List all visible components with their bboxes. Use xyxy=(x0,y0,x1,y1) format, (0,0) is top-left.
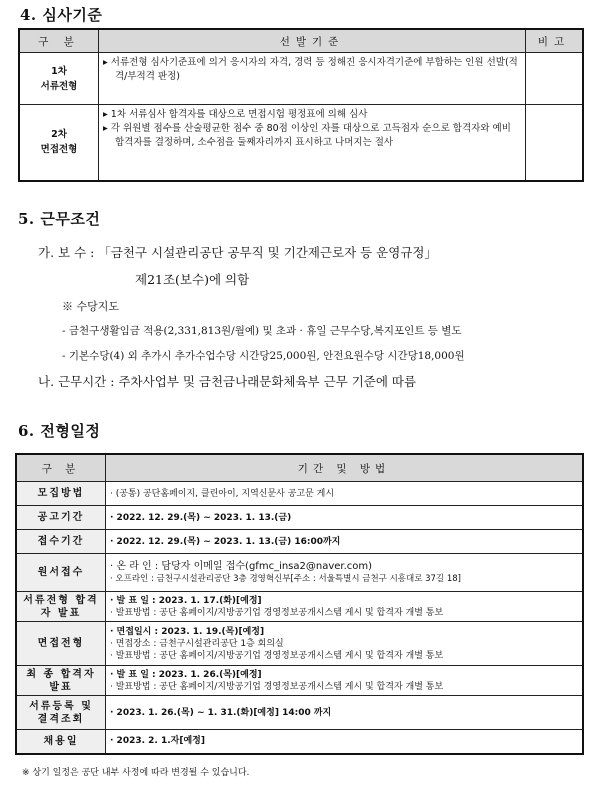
row-label: 1차 서류전형 xyxy=(19,53,99,105)
remarks-cell xyxy=(526,53,584,105)
criteria-cell: ▸ 서류전형 심사기준표에 의거 응시자의 자격, 경력 등 정해진 응시자격기준에 부합하는 인원 선발(적격/부적격 판정) xyxy=(99,53,526,105)
table-row xyxy=(16,530,583,554)
section-6-title: 6. 전형일정 xyxy=(18,422,101,440)
schedule-footnote: ※ 상기 일정은 공단 내부 사정에 따라 변경될 수 있습니다. xyxy=(22,768,250,778)
col-header-category: 구 분 xyxy=(16,454,106,482)
allowance-note-2: - 기본수당(4) 외 추가시 추가수업수당 시간당25,000원, 안전요원수당 시간당18,000원 xyxy=(62,350,465,362)
row-label: 서류전형 합격자 발표 xyxy=(16,592,106,622)
section-5-title: 5. 근무조건 xyxy=(18,210,101,228)
row-label: 공고기간 xyxy=(16,506,106,530)
table-row xyxy=(16,666,583,696)
table-row xyxy=(16,554,583,592)
row-label: 접수기간 xyxy=(16,530,106,554)
table-row xyxy=(19,105,583,181)
work-hours-line: 나. 근무시간 : 주차사업부 및 금천금나래문화체육부 근무 기준에 따름 xyxy=(38,374,417,389)
remarks-cell xyxy=(526,105,584,181)
table-row xyxy=(16,592,583,622)
table-row xyxy=(19,53,583,105)
row-value: · 발 표 일 : 2023. 1. 17.(화)[예정] · 발표방법 : 공단 홈페이지/지방공기업 경영정보공개시스템 게시 및 합격자 개별 통보 xyxy=(106,592,584,622)
row-value: · 2022. 12. 29.(목) ~ 2023. 1. 13.(금) xyxy=(106,506,584,530)
row-value: · 면접일시 : 2023. 1. 19.(목)[예정] · 면접장소 : 금천구시설관리공단 1층 회의실 · 발표방법 : 공단 홈페이지/지방공기업 경영정보공개시스템 게시 및 합격자 개별 통보 xyxy=(106,622,584,666)
row-label: 2차 면접전형 xyxy=(19,105,99,181)
screening-criteria-table xyxy=(18,28,584,182)
row-value: · 발 표 일 : 2023. 1. 26.(목)[예정] · 발표방법 : 공단 홈페이지/지방공기업 경영정보공개시스템 게시 및 합격자 개별 통보 xyxy=(106,666,584,696)
row-value: · 2023. 1. 26.(목) ~ 1. 31.(화)[예정] 14:00 까지 xyxy=(106,696,584,730)
schedule-table xyxy=(15,453,584,755)
col-header-period-method: 기간 및 방법 xyxy=(106,454,584,482)
row-value: · 2022. 12. 29.(목) ~ 2023. 1. 13.(금) 16:00까지 xyxy=(106,530,584,554)
row-value: · 온 라 인 : 담당자 이메일 접수(gfmc_insa2@naver.com) · 오프라인 : 금천구시설관리공단 3층 경영혁신부[주소 : 서울특별시 금천구 시흥대로 37길 18] xyxy=(106,554,584,592)
table-row xyxy=(16,730,583,754)
table-row xyxy=(16,622,583,666)
col-header-remarks: 비고 xyxy=(526,29,584,53)
col-header-criteria: 선발기준 xyxy=(99,29,526,53)
row-value: · 2023. 2. 1.자[예정] xyxy=(106,730,584,754)
row-label: 원서접수 xyxy=(16,554,106,592)
row-label: 최 종 합격자 발표 xyxy=(16,666,106,696)
row-label: 채용일 xyxy=(16,730,106,754)
pay-line: 가. 보 수 : 「금천구 시설관리공단 공무직 및 기간제근로자 등 운영규정」 xyxy=(38,245,437,260)
row-label: 모집방법 xyxy=(16,482,106,506)
table-row xyxy=(16,506,583,530)
col-header-category: 구 분 xyxy=(19,29,99,53)
row-value: · (공통) 공단홈페이지, 클린아이, 지역신문사 공고문 게시 xyxy=(106,482,584,506)
row-label: 면접전형 xyxy=(16,622,106,666)
allowance-note-title: ※ 수당지도 xyxy=(62,300,120,313)
table-row xyxy=(16,482,583,506)
row-label: 서류등록 및 결격조회 xyxy=(16,696,106,730)
table-row xyxy=(16,696,583,730)
pay-line-2: 제21조(보수)에 의함 xyxy=(135,272,250,287)
criteria-cell: ▸ 1차 서류심사 합격자를 대상으로 면접시험 평정표에 의해 심사 ▸ 각 위원별 점수를 산술평균한 점수 중 80점 이상인 자를 대상으로 고득점자 순으로 합격자와 예비 합격자를 결정하며, 소수점을 둘째자리까지 표시하고 나머지는 절사 xyxy=(99,105,526,181)
section-4-title: 4. 심사기준 xyxy=(20,6,103,24)
allowance-note-1: - 금천구생활임금 적용(2,331,813원/월예) 및 초과 · 휴일 근무수당,복지포인트 등 별도 xyxy=(62,325,462,337)
